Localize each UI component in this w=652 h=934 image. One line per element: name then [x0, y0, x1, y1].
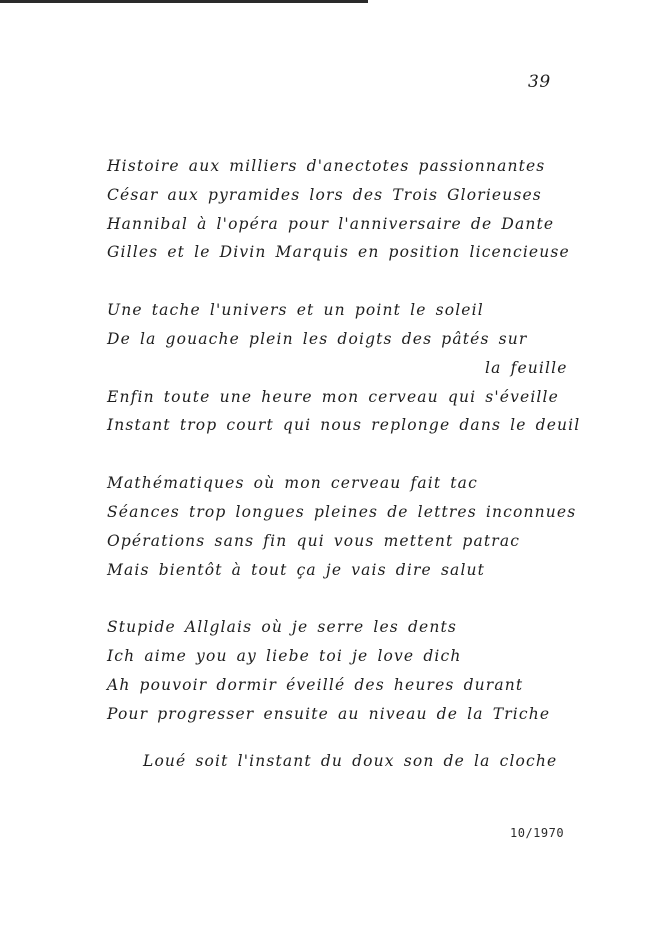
poem-line: Histoire aux milliers d'anectotes passionnantes [107, 157, 546, 175]
poem-line: Mathématiques où mon cerveau fait tac [107, 474, 478, 493]
poem-line: Ich aime you ay liebe toi je love dich [107, 647, 462, 666]
poem-line: De la gouache plein les doigts des pâtés sur [107, 329, 528, 348]
poem-line: César aux pyramides lors des Trois Glorieuses [107, 185, 542, 204]
stanza-3 [107, 469, 647, 584]
poem-line: Hannibal à l'opéra pour l'anniversaire de Dante [107, 214, 555, 233]
stanza-2 [107, 296, 647, 440]
poem-line: Gilles et le Divin Marquis en position licencieuse [107, 243, 570, 262]
stanza-4 [107, 613, 647, 728]
poem-line-continuation: la feuille [485, 358, 568, 377]
poem-line: Ah pouvoir dormir éveillé des heures durant [107, 675, 524, 694]
poem-line: Une tache l'univers et un point le soleil [107, 301, 484, 320]
poem-line: Mais bientôt à tout ça je vais dire salut [107, 560, 486, 579]
top-edge-rule [0, 0, 368, 3]
poem-line: Pour progresser ensuite au niveau de la Triche [107, 704, 551, 723]
poem-line: Stupide Allglais où je serre les dents [107, 618, 457, 637]
poem-line: Enfin toute une heure mon cerveau qui s'éveille [107, 387, 559, 406]
poem-body [107, 152, 647, 758]
closing-line: Loué soit l'instant du doux son de la cloche [143, 752, 558, 770]
poem-line: Opérations sans fin qui vous mettent patrac [107, 531, 521, 550]
stanza-1 [107, 152, 647, 267]
poem-line: Séances trop longues pleines de lettres inconnues [107, 502, 577, 521]
poem-date: 10/1970 [510, 826, 565, 840]
poem-line: Instant trop court qui nous replonge dans le deuil [107, 416, 581, 435]
page-number: 39 [528, 72, 551, 92]
